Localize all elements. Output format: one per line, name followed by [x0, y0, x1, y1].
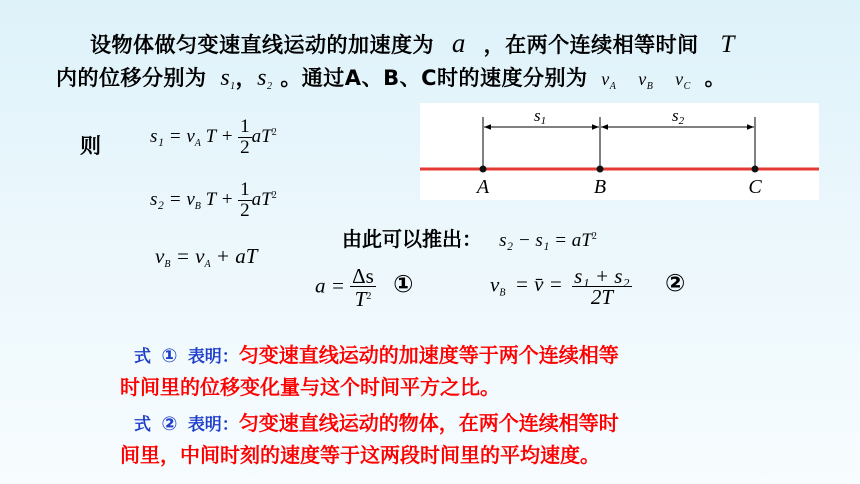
note-1-line-2: 时间里的位移变化量与这个时间平方之比。 [120, 375, 500, 399]
formula-1: a = $\frac{\Delta s}{T^2}$ ① [315, 264, 414, 311]
formula-2-fraction: $\frac{\text{s₁ + s₂}}{2T}$ [574, 264, 630, 309]
note-2-line-1: 式 ② 表明：匀变速直线运动的物体，在两个连续相等时 [134, 411, 619, 435]
accel-symbol: a [451, 28, 466, 58]
vA-symbol: $v_A$ [601, 69, 617, 92]
intro-period: 。 [704, 66, 727, 90]
ze-label: 则 [80, 134, 101, 158]
point-a-label: A [476, 176, 490, 198]
point-b-dot [597, 166, 604, 173]
note-1-line-1: 式 ① 表明：匀变速直线运动的加速度等于两个连续相等 [134, 343, 619, 367]
note-2 [120, 408, 619, 470]
intro-line-1 [90, 28, 735, 59]
derive-line [342, 223, 597, 252]
equation-s2: $s_2 = v_B$ T + $\frac{1}{2}$ $aT^2$ [150, 179, 277, 221]
note-1 [120, 340, 619, 402]
formula-2: $v_B$ = v̄ = $\frac{\text{s₁ + s₂}}{2T}$ ② [490, 264, 686, 309]
s1-label: s1 [533, 106, 547, 127]
point-a-dot [480, 166, 487, 173]
intro-text-2b: 。通过A、B、C时的速度分别为 [280, 66, 588, 90]
marker-2: ② [664, 269, 686, 298]
point-c-dot [752, 166, 759, 173]
motion-diagram-svg [420, 103, 819, 200]
formula-1-fraction: $\frac{\Delta s}{T^2}$ [352, 264, 374, 311]
s2-label: s2 [671, 106, 685, 127]
vB-symbol: $v_B$ [638, 69, 654, 92]
equation-s1: $s_1 = v_A$ T + $\frac{1}{2}$ $aT^2$ [150, 116, 277, 158]
s1-symbol: $s_1$ [220, 65, 236, 92]
derive-label: 由此可以推出： [342, 227, 482, 251]
motion-diagram [420, 103, 819, 200]
derive-expr: $s_2 - s_1 = aT^2$ [499, 230, 597, 251]
marker-1: ① [393, 270, 414, 299]
point-b-label: B [593, 176, 607, 198]
intro-text-2a: 内的位移分别为 [56, 66, 207, 90]
point-c-label: C [748, 176, 762, 198]
intro-line-2 [56, 62, 726, 92]
time-symbol: T [720, 31, 735, 58]
vC-symbol: $v_C$ [675, 69, 691, 92]
half-fraction-2: $\frac{1}{2}$ [240, 179, 250, 221]
s2-symbol: $s_2$ [257, 65, 273, 92]
intro-text-1a: 设物体做匀变速直线运动的加速度为 [90, 33, 434, 57]
half-fraction: $\frac{1}{2}$ [240, 116, 250, 158]
intro-text-1b: ，在两个连续相等时间 [483, 33, 699, 57]
note-2-line-2: 间里，中间时刻的速度等于这两段时间里的平均速度。 [120, 443, 600, 467]
equation-vB: $v_B = v_A$ + aT [155, 244, 258, 270]
intro-comma: ， [235, 66, 258, 90]
